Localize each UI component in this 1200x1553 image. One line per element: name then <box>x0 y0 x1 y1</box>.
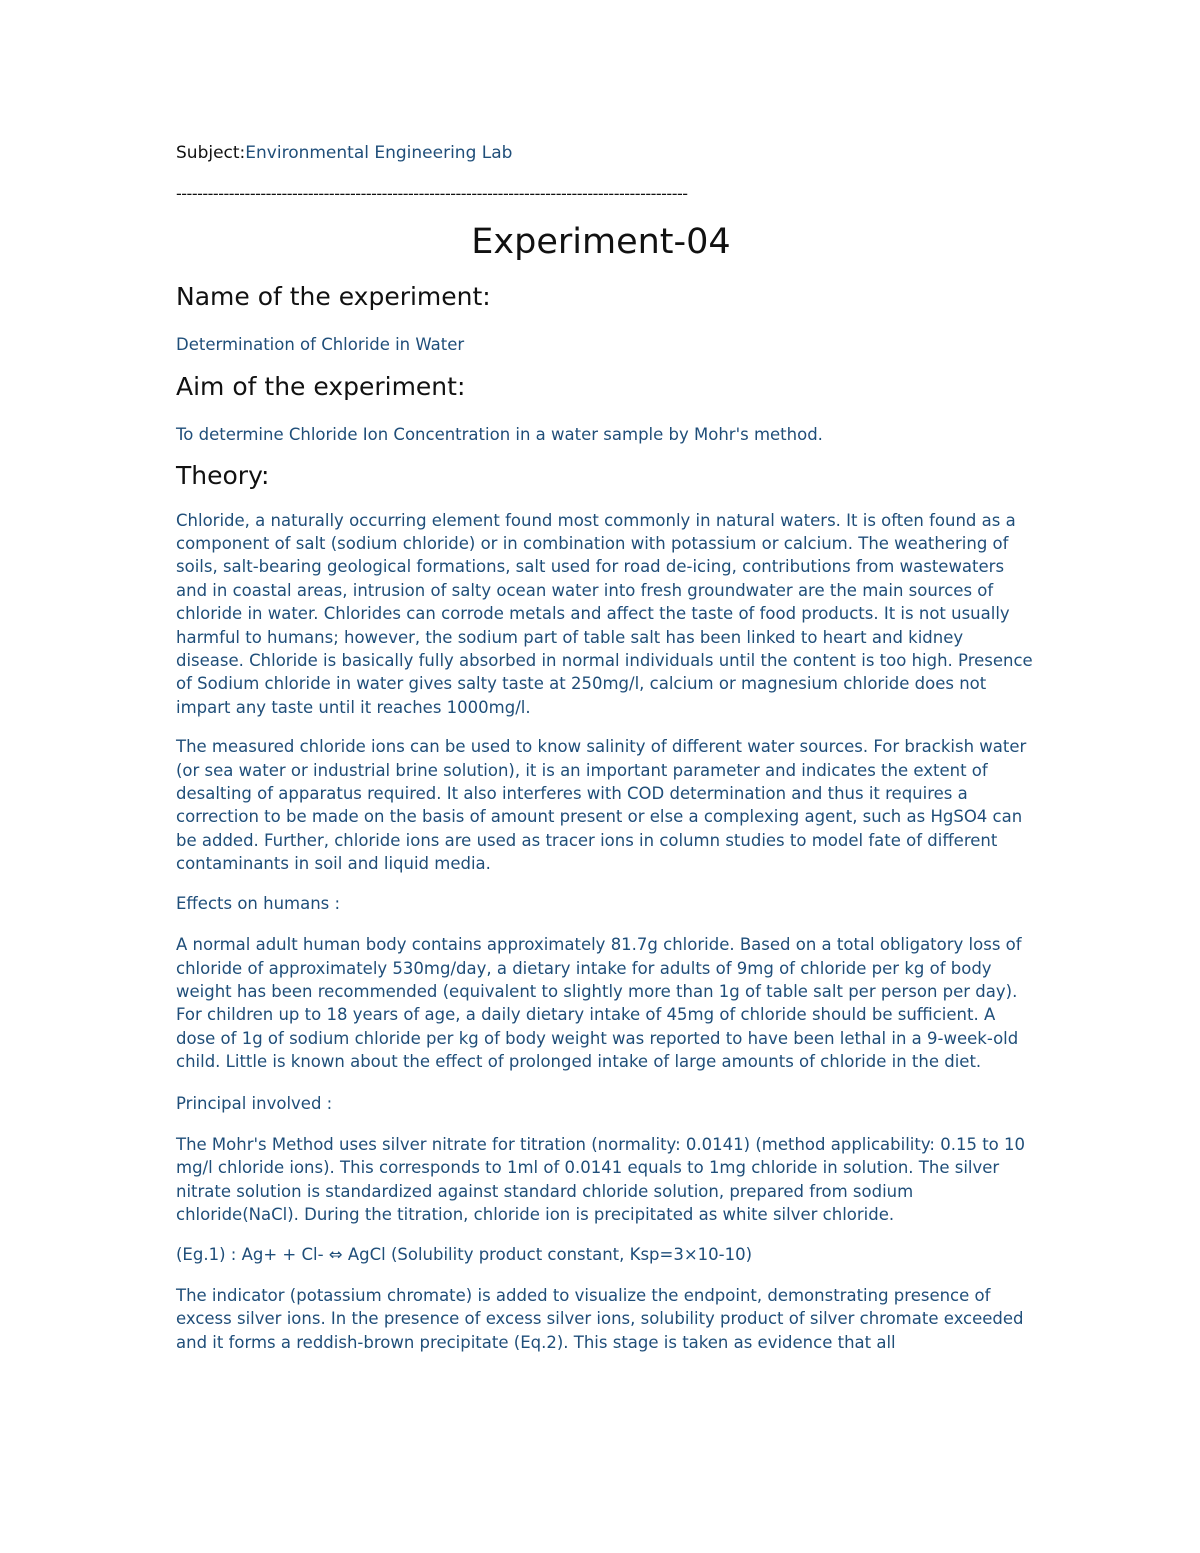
theory-paragraph-2: The measured chloride ions can be used to know salinity of different water sources. For brackish water (or sea water or industrial brine solution), it is an important parameter and indicates the extent of desalting of apparatus required. It also interferes with COD determination and thus it requires a correction to be made on the basis of amount present or else a complexing agent, such as HgSO4 can be added. Further, chloride ions are used as tracer ions in column studies to model fate of different contaminants in soil and liquid media. <box>176 737 1027 874</box>
theory-heading: Theory: <box>176 460 270 490</box>
principal-heading: Principal involved : <box>176 1093 333 1113</box>
subject-line <box>176 140 1036 166</box>
aim-heading: Aim of the experiment: <box>176 372 466 402</box>
effects-heading: Effects on humans : <box>176 893 341 913</box>
divider-rule: ------------------------------------------------------------------------------------------------- <box>176 184 688 203</box>
principal-paragraph: The Mohr's Method uses silver nitrate for titration (normality: 0.0141) (method applicability: 0.15 to 10 mg/l chloride ions). This corresponds to 1ml of 0.0141 equals to 1mg chloride in solution. The silver nitrate solution is standardized against standard chloride solution, prepared from sodium chloride(NaCl). During the titration, chloride ion is precipitated as white silver chloride. <box>176 1134 1025 1225</box>
theory-paragraph-1: Chloride, a naturally occurring element found most commonly in natural waters. It is often found as a component of salt (sodium chloride) or in combination with potassium or calcium. The weathering of soils, salt-bearing geological formations, salt used for road de-icing, contributions from wastewaters and in coastal areas, intrusion of salty ocean water into fresh groundwater are the main sources of chloride in water. Chlorides can corrode metals and affect the taste of food products. It is not usually harmful to humans; however, the sodium part of table salt has been linked to heart and kidney disease. Chloride is basically fully absorbed in normal individuals until the content is too high. Presence of Sodium chloride in water gives salty taste at 250mg/l, calcium or magnesium chloride does not impart any taste until it reaches 1000mg/l. <box>176 510 1033 717</box>
document-page <box>176 140 1036 1354</box>
aim-text: To determine Chloride Ion Concentration in a water sample by Mohr's method. <box>176 425 823 445</box>
equation-line: (Eg.1) : Ag+ + Cl- ⇔ AgCl (Solubility product constant, Ksp=3×10-10) <box>176 1244 753 1264</box>
effects-paragraph: A normal adult human body contains approximately 81.7g chloride. Based on a total obligatory loss of chloride of approximately 530mg/day, a dietary intake for adults of 9mg of chloride per kg of body weight has been recommended (equivalent to slightly more than 1g of table salt per person per day). For children up to 18 years of age, a daily dietary intake of 45mg of chloride should be sufficient. A dose of 1g of sodium chloride per kg of body weight was reported to have been lethal in a 9-week-old child. Little is known about the effect of prolonged intake of large amounts of chloride in the diet. <box>176 935 1022 1072</box>
name-text: Determination of Chloride in Water <box>176 335 465 354</box>
indicator-paragraph: The indicator (potassium chromate) is added to visualize the endpoint, demonstrating presence of excess silver ions. In the presence of excess silver ions, solubility product of silver chromate exceeded and it forms a reddish-brown precipitate (Eq.2). This stage is taken as evidence that all <box>176 1285 1024 1352</box>
page-title: Experiment-04 <box>471 222 731 262</box>
subject-label: Subject: <box>176 143 246 163</box>
subject-value: Environmental Engineering Lab <box>245 143 513 163</box>
name-heading: Name of the experiment: <box>176 282 491 311</box>
